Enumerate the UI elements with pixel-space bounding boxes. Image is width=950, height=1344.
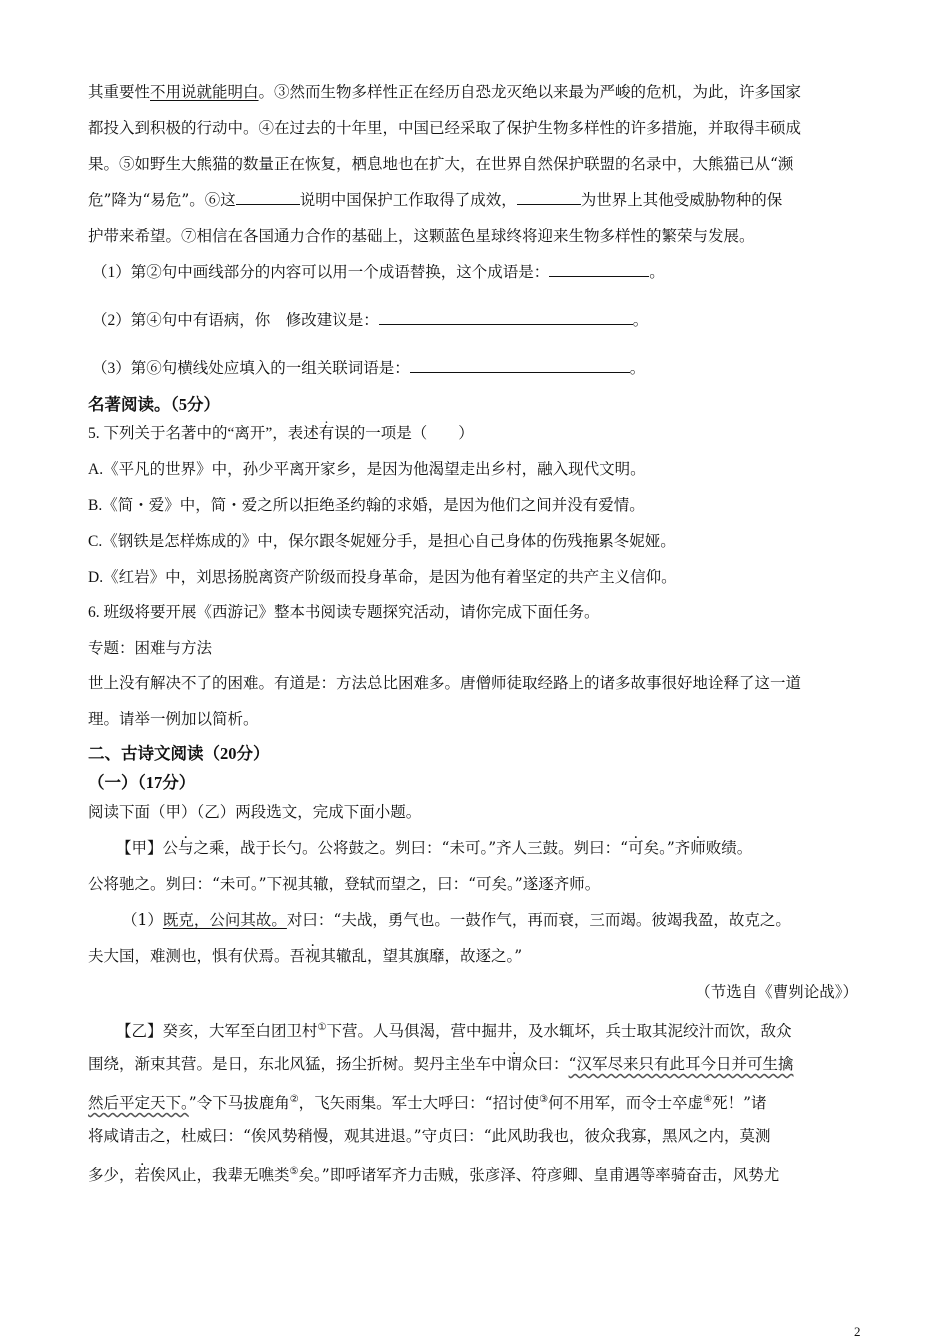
question-2: （2）第④句中有语病，你 修改建议是： 。 — [92, 312, 649, 329]
option-a: A.《平凡的世界》中，孙少平离开家乡，是因为他渴望走出乡村，融入现代文明。 — [88, 461, 646, 478]
underlined-sentence: 既克，公问其故。 — [162, 911, 287, 929]
reading-instruction: 阅读下面（甲）（乙）两段选文，完成下面小题。 — [88, 804, 422, 821]
underlined-phrase: 不用说就能明白 — [150, 83, 259, 101]
option-d: D.《红岩》中，刘思扬脱离资产阶级而投身革命，是因为他有着坚定的共产主义信仰。 — [88, 569, 677, 586]
jia-line-4: 夫大国，难测也，惧有伏焉。吾视其辙乱，望其旗靡，故逐之。” — [88, 947, 523, 965]
question-6-text-2: 理。请举一例加以简析。 — [88, 711, 259, 728]
answer-blank[interactable] — [517, 190, 581, 205]
passage-line-1: 其重要性不用说就能明白。③然而生物多样性正在经历自恐龙灭绝以来最为严峻的危机，为此，许多国家 — [88, 83, 802, 101]
section-heading-mingzhu: 名著阅读。（5分） — [88, 395, 220, 414]
jia-line-1: 【甲】公与之乘，战于长勺。公将鼓之。刿曰：“未可。”齐人三鼓。刿曰：“可矣。”齐师败绩。 — [116, 839, 753, 857]
jia-line-2: 公将驰之。刿曰：“未可。”下视其辙，登轼而望之，曰：“可矣。”遂逐齐师。 — [88, 875, 601, 893]
page-number: 2 — [854, 1324, 861, 1339]
subsection-heading-1: （一）（17分） — [88, 773, 196, 792]
jia-line-3: （1）既克，公问其故。对曰：“夫战，勇气也。一鼓作气，再而衰，三而竭。彼竭我盈，故克之。 — [122, 911, 791, 929]
section-heading-2: 二、古诗文阅读（20分） — [88, 744, 270, 763]
passage-line-4: 危”降为“易危”。⑥这 说明中国保护工作取得了成效， 为世界上其他受威胁物种的保 — [88, 191, 783, 209]
yi-line-5: 多少，若俟风止，我辈无噍类⑤矣。”即呼诸军齐力击贼，张彦泽、符彦卿、皇甫遇等率骑奋击，风势尤 — [88, 1166, 780, 1185]
wavy-underlined-sentence-end: 然后平定天下。 — [88, 1094, 189, 1113]
option-c: C.《钢铁是怎样炼成的》中，保尔跟冬妮娅分手，是担心自己身体的伤残拖累冬妮娅。 — [88, 533, 676, 550]
wavy-underlined-sentence: “汉军尽来只有此耳今日并可生擒 — [568, 1055, 794, 1073]
answer-blank[interactable] — [236, 190, 300, 205]
passage-line-2: 都投入到积极的行动中。④在过去的十年里，中国已经采取了保护生物多样性的许多措施，并取得丰硕成 — [88, 119, 802, 137]
source-citation: （节选自《曹刿论战》） — [695, 983, 858, 1001]
passage-line-3: 果。⑤如野生大熊猫的数量正在恢复，栖息地也在扩大，在世界自然保护联盟的名录中，大熊猫已从“濒 — [88, 155, 794, 173]
question-6: 6. 班级将要开展《西游记》整本书阅读专题探究活动，请你完成下面任务。 — [88, 604, 600, 621]
answer-blank[interactable] — [379, 310, 633, 325]
yi-line-3: 然后平定天下。”令下马拔鹿角②，飞矢雨集。军士大呼曰：“招讨使③何不用军，而令士卒虚④死！”诸 — [88, 1094, 767, 1113]
answer-blank[interactable] — [410, 358, 630, 373]
answer-blank[interactable] — [549, 262, 649, 277]
question-6-text: 世上没有解决不了的困难。有道是：方法总比困难多。唐僧师徒取经路上的诸多故事很好地诠释了这一道 — [88, 675, 802, 692]
yi-line-4: 将咸请击之，杜威曰：“俟风势稍慢，观其进退。”守贞曰：“此风助我也，彼众我寡，黑风之内，莫测 — [88, 1127, 771, 1145]
yi-line-2: 围绕，渐束其营。是日，东北风猛，扬尘折树。契丹主坐车中谓众曰：“汉军尽来只有此耳今日并可生擒 — [88, 1055, 794, 1073]
yi-line-1: 【乙】癸亥，大军至白团卫村①下营。人马俱渴，营中掘井，及水辄坏，兵士取其泥绞汁而饮，敌众 — [116, 1022, 792, 1041]
question-1: （1）第②句中画线部分的内容可以用一个成语替换，这个成语是： 。 — [92, 264, 665, 281]
question-5: 5. 下列关于名著中的“离开”，表述有误的一项是（ ） — [88, 425, 474, 442]
topic-line: 专题：困难与方法 — [88, 640, 213, 657]
passage-line-5: 护带来希望。⑦相信在各国通力合作的基础上，这颗蓝色星球终将迎来生物多样性的繁荣与发展。 — [88, 227, 755, 245]
option-b: B.《简・爱》中，简・爱之所以拒绝圣约翰的求婚，是因为他们之间并没有爱情。 — [88, 497, 645, 514]
question-3: （3）第⑥句横线处应填入的一组关联词语是： 。 — [92, 360, 646, 377]
